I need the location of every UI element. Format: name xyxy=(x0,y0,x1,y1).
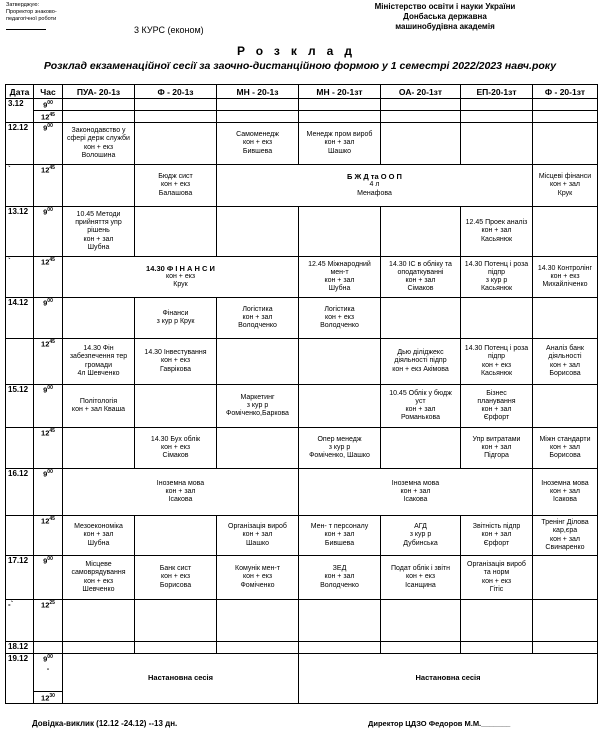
course-label: 3 КУРС (економ) xyxy=(134,25,204,35)
exam-cell: Законодавство у сфері держ служби кон + екз Волошина xyxy=(63,123,135,165)
date-cell xyxy=(6,428,34,469)
col-ep: ЕП-20-1зт xyxy=(461,85,533,99)
exam-cell: 14.30 Потенц і роза підпр з кур р Касьянюк xyxy=(461,257,533,298)
exam-cell: Місцеве самоврядування кон + екз Шевченко xyxy=(63,556,135,600)
date-cell: -` xyxy=(6,600,34,642)
ministry-line-3: машинобудівна академія xyxy=(395,22,495,31)
col-date: Дата xyxy=(6,85,34,99)
table-row xyxy=(6,469,598,516)
time-cell: $12^{45}$ xyxy=(34,257,63,298)
exam-cell: 14.30 Інвестування кон + екз Гаврікова xyxy=(135,339,217,385)
footer-note: Довідка-виклик (12.12 -24.12) --13 дн. xyxy=(32,719,178,728)
director-signature: Директор ЦДЗО Федоров М.М._______ xyxy=(368,719,511,728)
date-cell: 13.12 xyxy=(6,207,34,257)
table-row xyxy=(6,165,598,207)
date-cell: 17.12 xyxy=(6,556,34,600)
col-f-20-1z: Ф - 20-1з xyxy=(135,85,217,99)
time-cell: $12^{45}$ xyxy=(34,339,63,385)
session-cell: Настановна сесія xyxy=(299,654,598,704)
exam-cell: 12.45 Міжнародний мен-т кон + зал Шубна xyxy=(299,257,381,298)
exam-cell: Іноземна мова кон + зал Ісакова xyxy=(299,469,533,516)
date-cell: ` xyxy=(6,165,34,207)
exam-cell: Упр витратами кон + зал Підгора xyxy=(461,428,533,469)
date-cell: 14.12 xyxy=(6,298,34,339)
exam-cell: 14.30 Контролінг кон + екз Михайліченко xyxy=(533,257,598,298)
exam-cell: Дью діліджекс діяльності підпр кон + екз Акімова xyxy=(381,339,461,385)
table-row xyxy=(6,600,598,642)
exam-cell: 14.30 ІС в обліку та оподаткуванні кон + зал Сімаков xyxy=(381,257,461,298)
session-cell: Настановна сесія xyxy=(63,654,299,704)
exam-cell: Менедж пром вироб кон + зал Шашко xyxy=(299,123,381,165)
approve-line-2: Проректор знаково- xyxy=(6,9,57,15)
table-row xyxy=(6,298,598,339)
exam-cell: 10.45 Методи прийняття упр рішень кон + зал Шубна xyxy=(63,207,135,257)
col-mn-20-1z: МН - 20-1з xyxy=(217,85,299,99)
exam-cell: Бюдж сист кон + екз Балашова xyxy=(135,165,217,207)
table-row xyxy=(6,642,598,654)
schedule-table xyxy=(5,84,598,704)
signature-line xyxy=(6,23,46,30)
ministry-header xyxy=(320,2,570,32)
header-row xyxy=(6,85,598,99)
approve-line-1: Затверджую: xyxy=(6,2,39,8)
exam-cell: Бізнес планування кон + зал Єрфорт xyxy=(461,385,533,428)
time-cell: $9^{00}$ xyxy=(34,99,63,111)
table-row xyxy=(6,257,598,298)
col-mn-20-1zt: МН - 20-1зт xyxy=(299,85,381,99)
exam-cell: Міжн стандарти кон + зал Борисова xyxy=(533,428,598,469)
time-cell: $12^{30}$ xyxy=(34,692,63,704)
exam-cell: Іноземна мова кон + зал Ісакова xyxy=(533,469,598,516)
col-oa: ОА- 20-1зт xyxy=(381,85,461,99)
exam-cell: АГД з кур р Дубинська xyxy=(381,516,461,556)
date-cell: 18.12 xyxy=(6,642,34,654)
exam-cell: 14.30 Фін забезпечення тер громади 4л Шевченко xyxy=(63,339,135,385)
exam-cell: Організація вироб кон + зал Шашко xyxy=(217,516,299,556)
col-time: Час xyxy=(34,85,63,99)
table-row xyxy=(6,99,598,111)
exam-cell: Звітність підпр кон + зал Єрфорт xyxy=(461,516,533,556)
time-cell: $9^{00}$ xyxy=(34,385,63,428)
time-cell: $9^{00}$ xyxy=(34,298,63,339)
table-row xyxy=(6,428,598,469)
page-title: Розклад xyxy=(237,44,363,58)
time-cell: $9^{00}$ xyxy=(34,123,63,165)
exam-cell: Мен- т персоналу кон + зал Бившева xyxy=(299,516,381,556)
time-cell: $12^{45}$ xyxy=(34,111,63,123)
approval-stamp xyxy=(6,2,81,30)
date-cell: 19.12 xyxy=(6,654,34,704)
time-cell: $9^{00}$ xyxy=(34,556,63,600)
exam-cell: Політологія кон + зал Кваша xyxy=(63,385,135,428)
table-row xyxy=(6,207,598,257)
date-cell: 3.12 xyxy=(6,99,34,123)
exam-cell: Логістика кон + зал Володченко xyxy=(217,298,299,339)
time-cell: $9^{00}$ xyxy=(34,207,63,257)
exam-cell: Аналіз банк діяльності кон + зал Борисова xyxy=(533,339,598,385)
table-row xyxy=(6,339,598,385)
table-row xyxy=(6,556,598,600)
page-subtitle: Розклад екзаменаційної сесії за заочно-дистанційною формою у 1 семестрі 2022/2023 навч.року xyxy=(43,60,557,72)
col-f-20-1zt: Ф - 20-1зт xyxy=(533,85,598,99)
date-cell: 15.12 xyxy=(6,385,34,428)
exam-cell: 12.45 Проек аналіз кон + зал Касьянюк xyxy=(461,207,533,257)
time-cell: $12^{25}$ xyxy=(34,600,63,642)
exam-cell: 14.30 Бух облік кон + екз Сімаков xyxy=(135,428,217,469)
exam-cell: 14.30 Ф І Н А Н С И кон + екз Крук xyxy=(63,257,299,298)
exam-cell: 10.45 Облік у бюдж уст кон + зал Романькова xyxy=(381,385,461,428)
time-cell: $9^{00}$ - xyxy=(34,654,63,692)
table-row xyxy=(6,385,598,428)
ministry-line-1: Міністерство освіти і науки України xyxy=(374,2,516,11)
date-cell xyxy=(6,516,34,556)
date-cell xyxy=(6,339,34,385)
date-cell: ` xyxy=(6,257,34,298)
exam-cell: Комунік мен-т кон + екз Фоміченко xyxy=(217,556,299,600)
exam-cell: ЗЕД кон + зал Володченко xyxy=(299,556,381,600)
exam-cell: Іноземна мова кон + зал Ісакова xyxy=(63,469,299,516)
exam-cell: Місцеві фінанси кон + зал Крук xyxy=(533,165,598,207)
time-cell: $12^{45}$ xyxy=(34,428,63,469)
exam-cell: Б Ж Д та О О П 4 л Менафова xyxy=(217,165,533,207)
exam-cell: Тренінг Ділова кар,єра кон + зал Свинаренко xyxy=(533,516,598,556)
time-cell: $12^{45}$ xyxy=(34,516,63,556)
exam-cell: Подат облік і звітн кон + екз Ісанщина xyxy=(381,556,461,600)
exam-cell: Маркетинг з кур р Фоміченко,Баркова xyxy=(217,385,299,428)
approve-line-3: педагогічної роботи xyxy=(6,16,57,22)
time-cell: $9^{00}$ xyxy=(34,469,63,516)
table-row xyxy=(6,123,598,165)
date-cell: 12.12 xyxy=(6,123,34,165)
table-row xyxy=(6,111,598,123)
exam-cell: 14.30 Потенц і роза підпр кон + екз Касьянюк xyxy=(461,339,533,385)
ministry-line-2: Донбаська державна xyxy=(403,12,487,21)
col-pua: ПУА- 20-1з xyxy=(63,85,135,99)
exam-cell: Банк сист кон + екз Борисова xyxy=(135,556,217,600)
table-row xyxy=(6,654,598,692)
time-cell: $12^{45}$ xyxy=(34,165,63,207)
exam-cell: Опер менедж з кур р Фоміченко, Шашко xyxy=(299,428,381,469)
exam-cell: Логістика кон + екз Володченко xyxy=(299,298,381,339)
date-cell: 16.12 xyxy=(6,469,34,516)
exam-cell: Мезоекономіка кон + зал Шубна xyxy=(63,516,135,556)
table-row xyxy=(6,516,598,556)
exam-cell: Організація вироб та норм кон + екз Гітіс xyxy=(461,556,533,600)
exam-cell: Фінанси з кур р Крук xyxy=(135,298,217,339)
exam-cell: Самоменедж кон + екз Бившева xyxy=(217,123,299,165)
